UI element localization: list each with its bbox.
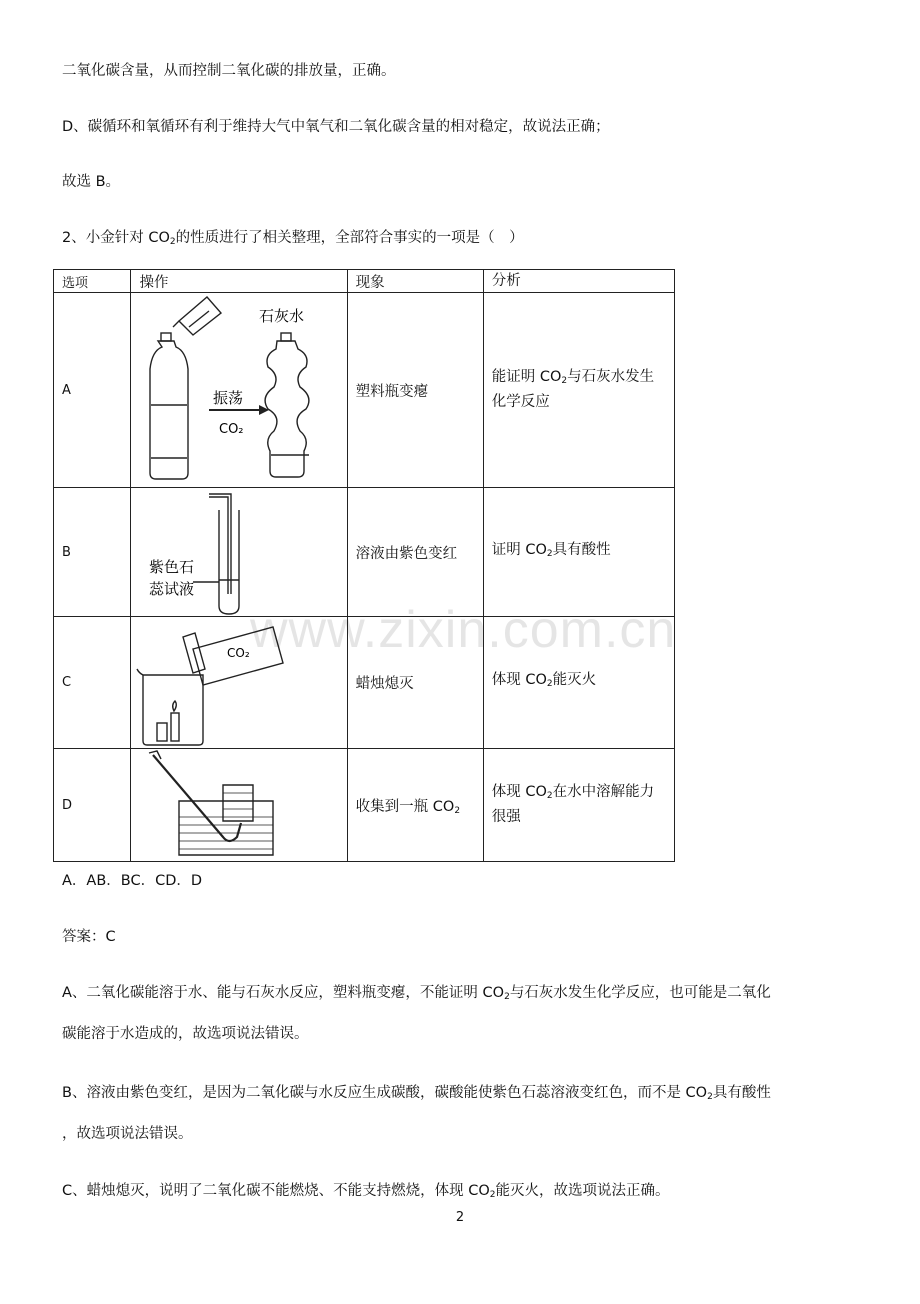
bottle-shake-illustration (131, 293, 331, 487)
watermark: www.zixin.com.cn (250, 601, 677, 659)
explain-c-line-1: C、蜡烛熄灭，说明了二氧化碳不能燃烧、不能支持燃烧，体现 $CO_2$能灭火，故选项说法正确。 (62, 1183, 670, 1200)
litmus-label-2: 蕊试液 (149, 580, 195, 598)
row-analysis: 体现 $CO_2$在水中溶解能力很强 (483, 749, 674, 862)
row-option: B (54, 488, 131, 617)
answer: 答案：C (62, 929, 116, 945)
row-option: A (54, 293, 131, 488)
table-row (54, 749, 675, 862)
figure-litmus-tube (131, 488, 347, 617)
header-option: 选项 (54, 270, 131, 293)
intro-line-3: 故选 B。 (62, 174, 121, 190)
co2-label-a: CO₂ (219, 422, 244, 437)
figure-bottle-shake (131, 293, 347, 488)
question-stem: 2、小金针对 $CO_2$的性质进行了相关整理，全部符合事实的一项是（ ） (62, 230, 524, 247)
row-option: D (54, 749, 131, 862)
row-phenomenon: 蜡烛熄灭 (347, 617, 483, 749)
figure-water-trough (131, 749, 347, 862)
candle-beaker-illustration (131, 617, 331, 748)
explain-b-line-2: ，故选项说法错误。 (62, 1126, 193, 1142)
table-header-row (54, 270, 675, 293)
intro-line-2: D、碳循环和氧循环有利于维持大气中氧气和二氧化碳含量的相对稳定，故说法正确； (62, 119, 610, 135)
choices: A．AB．BC．CD．D (62, 873, 203, 889)
header-operation: 操作 (131, 270, 347, 293)
shake-label: 振荡 (213, 389, 244, 407)
row-phenomenon: 溶液由紫色变红 (347, 488, 483, 617)
row-phenomenon: 收集到一瓶 $CO_2$ (347, 749, 483, 862)
row-analysis: 体现 $CO_2$能灭火 (483, 617, 674, 749)
header-phenomenon: 现象 (347, 270, 483, 293)
litmus-tube-illustration (131, 488, 331, 616)
table-row (54, 617, 675, 749)
header-analysis: 分析 (483, 270, 674, 293)
intro-line-1: 二氧化碳含量，从而控制二氧化碳的排放量，正确。 (62, 63, 396, 79)
page-number: 2 (455, 1210, 465, 1225)
table-row (54, 293, 675, 488)
explain-a-line-2: 碳能溶于水造成的，故选项说法错误。 (62, 1026, 309, 1042)
row-option: C (54, 617, 131, 749)
co2-label-c: CO₂ (227, 646, 251, 660)
question-table (53, 269, 675, 862)
water-trough-illustration (131, 749, 331, 861)
row-analysis: 能证明 $CO_2$与石灰水发生化学反应 (483, 293, 674, 488)
limewater-label: 石灰水 (259, 307, 305, 325)
litmus-label-1: 紫色石 (149, 558, 195, 576)
row-analysis: 证明 $CO_2$具有酸性 (483, 488, 674, 617)
table-row (54, 488, 675, 617)
row-phenomenon: 塑料瓶变瘪 (347, 293, 483, 488)
figure-candle-beaker (131, 617, 347, 749)
explain-a-line-1: A、二氧化碳能溶于水、能与石灰水反应，塑料瓶变瘪，不能证明 $CO_2$与石灰水发生化学反应，也可能是二氧化 (62, 985, 771, 1002)
explain-b-line-1: B、溶液由紫色变红，是因为二氧化碳与水反应生成碳酸，碳酸能使紫色石蕊溶液变红色，而不是 $CO_2$具有酸性 (62, 1085, 771, 1102)
